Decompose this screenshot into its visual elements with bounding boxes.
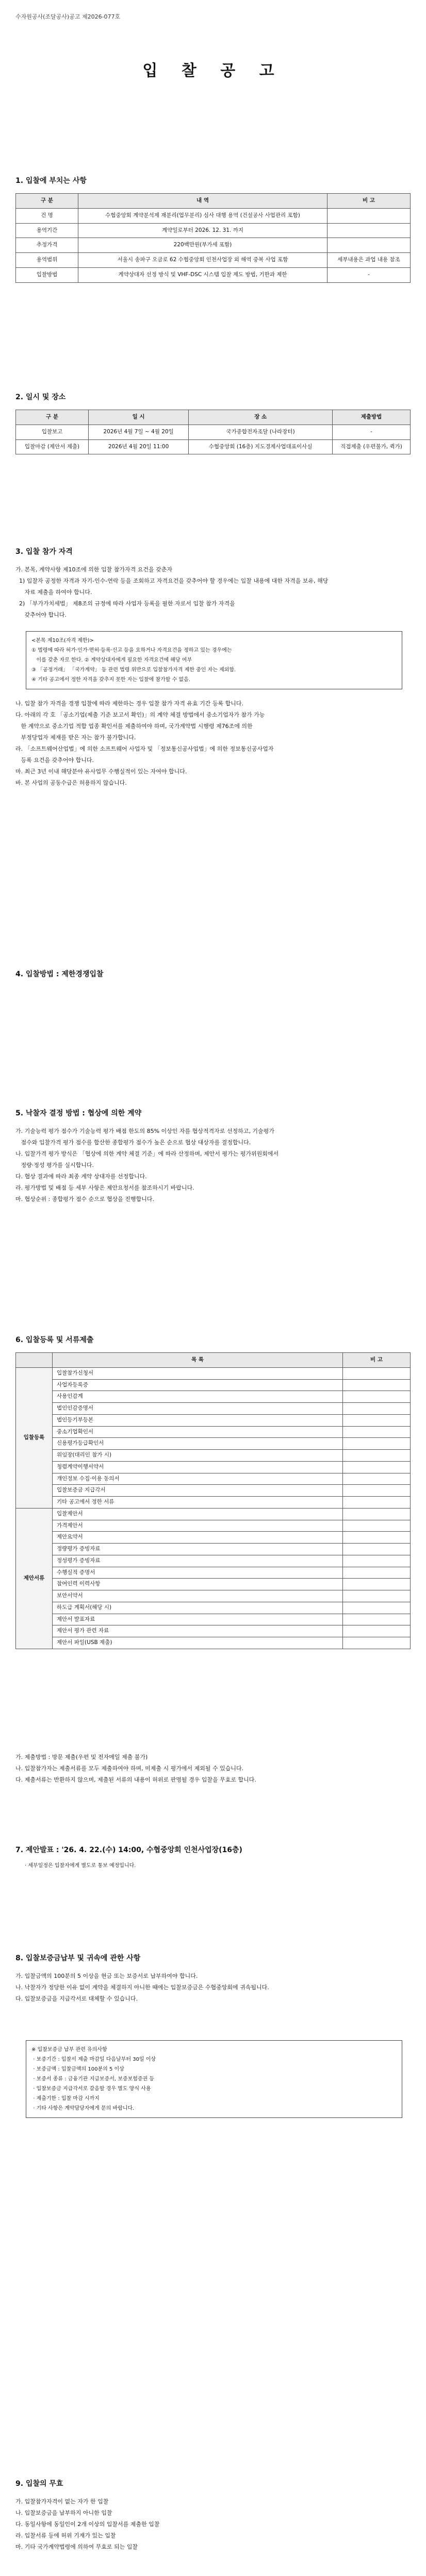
list-item: 정량평가 증빙자료	[53, 1544, 343, 1555]
table-cell: -	[327, 267, 411, 282]
section-1-heading: 1. 입찰에 부치는 사항	[15, 177, 87, 185]
table-cell: 2026년 4월 7일 ~ 4월 20일	[89, 425, 189, 439]
table-row	[16, 1614, 411, 1625]
table-cell: 국가종합전자조달 (나라장터)	[189, 425, 333, 439]
section-9-text: 가. 입찰참가자격이 없는 자가 한 입찰 나. 입찰보증금을 납부하지 아니한 입찰 다. 동일사항에 동일인이 2개 이상의 입찰서를 제출한 입찰 라. 입찰서류 등에 허위 기재가 있는 입찰 마. 기타 국가계약법령에 의하여 무효로 되는 입찰	[15, 2498, 160, 2550]
table-cell	[343, 1614, 411, 1625]
table-cell	[343, 1532, 411, 1544]
section-3-heading: 3. 입찰 참가 자격	[15, 548, 73, 556]
list-item: 사업자등록증	[53, 1379, 343, 1391]
table-cell	[343, 1414, 411, 1426]
table-row	[16, 1367, 411, 1379]
table-cell	[343, 1544, 411, 1555]
section-2-heading: 2. 일시 및 장소	[15, 393, 66, 401]
table-cell	[343, 1590, 411, 1602]
table-row	[16, 1520, 411, 1532]
list-item: 참여인력 이력사항	[53, 1579, 343, 1590]
table-cell	[343, 1602, 411, 1614]
section-5-heading: 5. 낙찰자 결정 방법 : 협상에 의한 계약	[15, 1109, 142, 1117]
table-cell: 세부내용은 과업 내용 참조	[327, 253, 411, 268]
table-cell	[343, 1637, 411, 1649]
table-cell: 계약일로부터 2026. 12. 31. 까지	[78, 223, 327, 238]
section-2-table	[15, 410, 411, 454]
table-cell: 건 명	[16, 208, 78, 223]
list-item: 제안요약서	[53, 1532, 343, 1544]
col-header: 비 고	[327, 194, 411, 209]
list-item: 신용평가등급확인서	[53, 1438, 343, 1450]
col-header: 장 소	[189, 410, 333, 425]
table-row	[16, 238, 411, 253]
section-8-note-box: ※ 입찰보증금 납부 관련 유의사항 · 보증기간 : 입찰서 제출 마감일 다음날부터 30일 이상 · 보증금액 : 입찰금액의 100분의 5 이상 · 보증서 종류 : 금융기관 지급보증서, 보증보험증권 등 · 입찰보증금 지급각서로 갈음할 경우 별도 양식 사용 · 제출기한 : 입찰 마감 시까지 · 기타 사항은 계약담당자에게 문의 바랍니다.	[26, 2040, 402, 2118]
table-cell	[327, 223, 411, 238]
section-3-text-2: 나. 입찰 참가 자격을 경쟁 입찰에 따라 제한하는 경우 입찰 참가 자격 유효 기간 등록 합니다. 다. 아래의 각 호 「공소기업(제출 기준 보고서 확인)」의 계약 체결 방법에서 중소기업자가 참가 가능 한 계약으로 중소기업 적합 업종 확인서를 제출하여야 하며, 국가계약법 시행령 제76조에 의한 부정당업자 제재를 받은 자는 참가 불가합니다. 라. 「소프트웨어산업법」에 의한 소프트웨어 사업자 및 「정보통신공사업법」에 의한 정보통신공사업자 등록 요건을 갖추어야 합니다. 마. 최근 3년 이내 해당분야 유사업무 수행실적이 있는 자여야 합니다. 바. 본 사업의 공동수급은 허용하지 않습니다.	[15, 700, 274, 786]
col-header: 제출방법	[333, 410, 411, 425]
table-cell: 계약상대자 선정 방식 및 VHF-DSC 시스템 입찰 제도 방법, 기한과 제한	[78, 267, 327, 282]
table-cell: 2026년 4월 20일 11:00	[89, 439, 189, 454]
list-item: 기타 공고에서 정한 서류	[53, 1497, 343, 1509]
table-row	[16, 1625, 411, 1637]
table-cell	[343, 1403, 411, 1415]
table-cell	[343, 1520, 411, 1532]
table-cell: 수협중앙회 (16층) 지도경제사업대표이사실	[189, 439, 333, 454]
list-item: 중소기업확인서	[53, 1426, 343, 1438]
table-cell	[343, 1508, 411, 1520]
table-row	[16, 1485, 411, 1497]
table-row	[16, 1590, 411, 1602]
section-3-note-box: <본목 제10조(자격 제한)> ① 법령에 따라 허가·인가·면허·등록·신고 등을 요하거나 자격요건을 정하고 있는 경우에는 이를 갖춘 자로 한다. ② 계약상대자에게 필요한 자격요건에 해당 여부 ③ 「공정거래」 「국가계약」 등 관련 법령 위반으로 입찰참가자격 제한 중인 자는 제외함. ④ 기타 공고에서 정한 자격을 갖추지 못한 자는 입찰에 참가할 수 없음.	[26, 631, 402, 689]
group-label: 제안서류	[16, 1508, 53, 1649]
col-header: 목 록	[53, 1353, 343, 1368]
table-row	[16, 267, 411, 282]
table-row	[16, 1461, 411, 1473]
table-row	[16, 1379, 411, 1391]
col-header: 일 시	[89, 410, 189, 425]
list-item: 입찰보증금 지급각서	[53, 1485, 343, 1497]
section-6-table	[15, 1352, 411, 1649]
group-label: 입찰등록	[16, 1367, 53, 1508]
table-header-row	[16, 194, 411, 209]
col-header: 구 분	[16, 410, 89, 425]
document-number: 수자원공사(조달공사)공고 제2026-077호	[15, 13, 121, 20]
section-6-heading: 6. 입찰등록 및 서류제출	[15, 1336, 94, 1344]
section-8-heading: 8. 입찰보증금납부 및 귀속에 관한 사항	[15, 1954, 141, 1962]
list-item: 제안서 평가 관련 자료	[53, 1625, 343, 1637]
table-cell: 서울시 송파구 오금로 62 수협중앙회 인천사업장 외 해역 중복 사업 포함	[78, 253, 327, 268]
list-item: 청렴계약이행서약서	[53, 1461, 343, 1473]
table-cell: 입찰방법	[16, 267, 78, 282]
table-cell	[327, 208, 411, 223]
table-cell	[343, 1497, 411, 1509]
table-cell: 입찰마감 (제안서 제출)	[16, 439, 89, 454]
list-item: 수행실적 증명서	[53, 1567, 343, 1579]
table-row	[16, 1602, 411, 1614]
table-row	[16, 1403, 411, 1415]
table-cell: 입찰보고	[16, 425, 89, 439]
table-header-row	[16, 1353, 411, 1368]
section-6-table-body	[16, 1367, 411, 1649]
table-row	[16, 1579, 411, 1590]
table-cell: 추정가격	[16, 238, 78, 253]
list-item: 법인등기부등본	[53, 1414, 343, 1426]
table-cell	[343, 1473, 411, 1485]
table-row	[16, 253, 411, 268]
page-title: 입 찰 공 고	[142, 62, 284, 80]
table-cell	[343, 1391, 411, 1403]
table-cell	[343, 1450, 411, 1462]
table-cell	[343, 1426, 411, 1438]
table-row	[16, 1391, 411, 1403]
col-header: 내 역	[78, 194, 327, 209]
list-item: 입찰제안서	[53, 1508, 343, 1520]
col-header	[16, 1353, 53, 1368]
table-row	[16, 1567, 411, 1579]
table-cell	[343, 1438, 411, 1450]
section-7-heading: 7. 제안발표 : '26. 4. 22.(수) 14:00, 수협중앙회 인천사업장(16층)	[15, 1846, 242, 1854]
table-cell: 수협중앙회 계약분석제 재분리(업무분리) 심사 대행 용역 (건설공사 사업관리 포함)	[78, 208, 327, 223]
table-cell: 220백만원(부가세 포함)	[78, 238, 327, 253]
list-item: 보안서약서	[53, 1590, 343, 1602]
list-item: 입찰참가신청서	[53, 1367, 343, 1379]
table-cell: -	[333, 425, 411, 439]
list-item: 정성평가 증빙자료	[53, 1555, 343, 1567]
table-cell	[343, 1367, 411, 1379]
table-row	[16, 1426, 411, 1438]
table-cell: 직접제출 (우편불가, 퀵가)	[333, 439, 411, 454]
table-cell	[343, 1579, 411, 1590]
table-row	[16, 439, 411, 454]
table-row	[16, 1450, 411, 1462]
section-4-heading: 4. 입찰방법 : 제한경쟁입찰	[15, 970, 104, 978]
table-cell	[343, 1461, 411, 1473]
table-row	[16, 1532, 411, 1544]
list-item: 사용인감계	[53, 1391, 343, 1403]
list-item: 위임장(대리인 참가 시)	[53, 1450, 343, 1462]
col-header: 비 고	[343, 1353, 411, 1368]
table-row	[16, 1508, 411, 1520]
table-cell	[343, 1625, 411, 1637]
list-item: 제안서 파일(USB 제출)	[53, 1637, 343, 1649]
section-1-table	[15, 193, 411, 283]
table-row	[16, 1438, 411, 1450]
section-5-text: 가. 기술능력 평가 점수가 기술능력 평가 배점 한도의 85% 이상인 자를 협상적격자로 선정하고, 기술평가 점수와 입찰가격 평가 점수를 합산한 종합평가 점수가 높은 순으로 협상 대상자를 결정합니다. 나. 입찰가격 평가 방식은 「협상에 의한 계약 체결 기준」에 따라 산정하며, 제안서 평가는 평가위원회에서 정량·정성 평가를 실시합니다. 다. 협상 결과에 따라 최종 계약 상대자를 선정합니다. 라. 평가방법 및 배점 등 세부 사항은 제안요청서를 참조하시기 바랍니다. 마. 협상순위 : 종합평가 점수 순으로 협상을 진행합니다.	[15, 1128, 279, 1202]
table-cell: 용역범위	[16, 253, 78, 268]
section-3-text: 가. 본목, 계약사항 제10조에 의한 입찰 참가자격 요건을 갖춘자 1) 입찰자 공정한 자격과 자기-인수-연락 등을 조회하고 자격요건을 갖추어야 할 경우에는 입찰 내용에 대한 자격을 보유, 해당 자료 제출을 하여야 합니다. 2) 「부가가치세법」 제8조의 규정에 따라 사업자 등록을 필한 자로서 입찰 참가 자격을 갖추어야 합니다.	[15, 566, 329, 618]
section-9-heading: 9. 입찰의 무효	[15, 2480, 63, 2488]
col-header: 구 분	[16, 194, 78, 209]
table-cell	[343, 1485, 411, 1497]
list-item: 개인정보 수집·이용 동의서	[53, 1473, 343, 1485]
table-cell	[327, 238, 411, 253]
list-item: 가격제안서	[53, 1520, 343, 1532]
list-item: 제안서 발표자료	[53, 1614, 343, 1625]
table-row	[16, 425, 411, 439]
table-row	[16, 1637, 411, 1649]
section-6-text: 가. 제출방법 : 방문 제출(우편 및 전자메일 제출 불가) 나. 입찰참가자는 제출서류를 모두 제출하여야 하며, 미제출 시 평가에서 제외될 수 있습니다. 다. 제출서류는 반환하지 않으며, 제출된 서류의 내용이 허위로 판명될 경우 입찰을 무효로 합니다.	[15, 1754, 256, 1783]
table-cell	[343, 1379, 411, 1391]
list-item: 법인인감증명서	[53, 1403, 343, 1415]
list-item: 하도급 계획서(해당 시)	[53, 1602, 343, 1614]
table-row	[16, 1555, 411, 1567]
table-cell	[343, 1555, 411, 1567]
table-row	[16, 208, 411, 223]
table-row	[16, 223, 411, 238]
table-row	[16, 1497, 411, 1509]
table-row	[16, 1473, 411, 1485]
table-row	[16, 1414, 411, 1426]
table-header-row	[16, 410, 411, 425]
table-cell	[343, 1567, 411, 1579]
section-8-text: 가. 입찰금액의 100분의 5 이상을 현금 또는 보증서로 납부하여야 합니다. 나. 낙찰자가 정당한 이유 없이 계약을 체결하지 아니한 때에는 입찰보증금은 수협중앙회에 귀속됩니다. 다. 입찰보증금을 지급각서로 대체할 수 있습니다.	[15, 1973, 269, 2002]
table-cell: 용역기간	[16, 223, 78, 238]
section-7-note: · 세부일정은 입찰자에게 별도로 통보 예정입니다.	[25, 1863, 136, 1869]
table-row	[16, 1544, 411, 1555]
